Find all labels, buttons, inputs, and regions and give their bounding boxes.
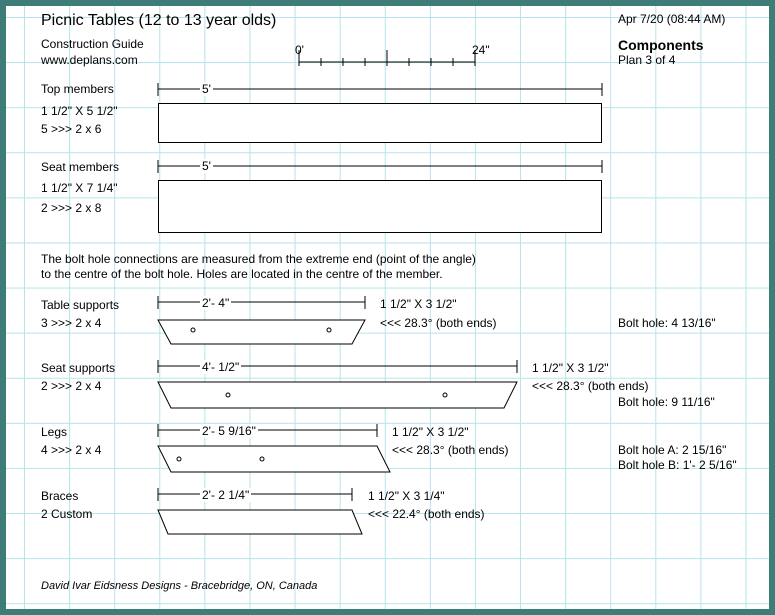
table-supports-length: 2'- 4" bbox=[202, 296, 230, 310]
braces-angle: <<< 22.4° (both ends) bbox=[368, 507, 485, 521]
top-members-size: 1 1/2" X 5 1/2" bbox=[41, 104, 118, 118]
leg-dimension-line bbox=[158, 424, 377, 437]
seat-member-board bbox=[159, 181, 602, 233]
legs-size: 1 1/2" X 3 1/2" bbox=[392, 425, 469, 439]
braces-qty: 2 Custom bbox=[41, 507, 93, 521]
legs-angle: <<< 28.3° (both ends) bbox=[392, 443, 509, 457]
brace-dimension-line bbox=[158, 488, 352, 501]
seat-members-qty: 2 >>> 2 x 8 bbox=[41, 201, 102, 215]
top-member-dimension-line bbox=[158, 83, 602, 96]
seat-support-board bbox=[158, 382, 517, 408]
bolt-note-line-2: to the centre of the bolt hole. Holes are located in the centre of the member. bbox=[41, 267, 443, 281]
braces-length: 2'- 2 1/4" bbox=[202, 488, 250, 502]
legs-name: Legs bbox=[41, 425, 68, 439]
legs-length: 2'- 5 9/16" bbox=[202, 424, 256, 438]
table-supports-angle: <<< 28.3° (both ends) bbox=[380, 316, 497, 330]
brace-board bbox=[158, 510, 362, 534]
legs-bolt-hole-a: Bolt hole A: 2 15/16" bbox=[618, 443, 727, 457]
scale-bar bbox=[299, 50, 475, 66]
top-members-length: 5' bbox=[202, 82, 211, 96]
plan-sheet bbox=[6, 6, 769, 609]
scale-start-label: 0' bbox=[295, 43, 304, 57]
guide-label: Construction Guide bbox=[41, 37, 144, 51]
scale-end-label: 24" bbox=[472, 43, 490, 57]
seat-supports-name: Seat supports bbox=[41, 361, 116, 375]
legs-qty: 4 >>> 2 x 4 bbox=[41, 443, 102, 457]
plan-number: Plan 3 of 4 bbox=[618, 53, 676, 67]
table-supports-bolt-hole: Bolt hole: 4 13/16" bbox=[618, 316, 716, 330]
top-member-board bbox=[159, 104, 602, 143]
braces-size: 1 1/2" X 3 1/4" bbox=[368, 489, 445, 503]
seat-members-name: Seat members bbox=[41, 160, 120, 174]
table-supports-qty: 3 >>> 2 x 4 bbox=[41, 316, 102, 330]
page-title: Picnic Tables (12 to 13 year olds) bbox=[41, 12, 277, 29]
table-supports-size: 1 1/2" X 3 1/2" bbox=[380, 297, 457, 311]
bolt-note-line-1: The bolt hole connections are measured from the extreme end (point of the angle) bbox=[41, 252, 476, 266]
table-supports-name: Table supports bbox=[41, 298, 120, 312]
table-support-dimension-line bbox=[158, 296, 365, 309]
seat-members-length: 5' bbox=[202, 159, 211, 173]
designer-credit: David Ivar Eidsness Designs - Bracebridge, ON, Canada bbox=[41, 580, 318, 592]
seat-supports-qty: 2 >>> 2 x 4 bbox=[41, 379, 102, 393]
website-link[interactable]: www.deplans.com bbox=[41, 53, 138, 67]
seat-supports-angle: <<< 28.3° (both ends) bbox=[532, 379, 649, 393]
table-support-board bbox=[158, 320, 365, 344]
seat-supports-length: 4'- 1/2" bbox=[202, 360, 240, 374]
date-stamp: Apr 7/20 (08:44 AM) bbox=[618, 12, 726, 26]
legs-bolt-hole-b: Bolt hole B: 1'- 2 5/16" bbox=[618, 458, 737, 472]
seat-members-size: 1 1/2" X 7 1/4" bbox=[41, 181, 118, 195]
seat-member-dimension-line bbox=[158, 160, 602, 173]
leg-board bbox=[158, 446, 390, 472]
seat-supports-bolt-hole: Bolt hole: 9 11/16" bbox=[618, 395, 715, 409]
top-members-name: Top members bbox=[41, 82, 114, 96]
top-members-qty: 5 >>> 2 x 6 bbox=[41, 122, 102, 136]
braces-name: Braces bbox=[41, 489, 79, 503]
seat-supports-size: 1 1/2" X 3 1/2" bbox=[532, 361, 609, 375]
section-title: Components bbox=[618, 37, 704, 53]
